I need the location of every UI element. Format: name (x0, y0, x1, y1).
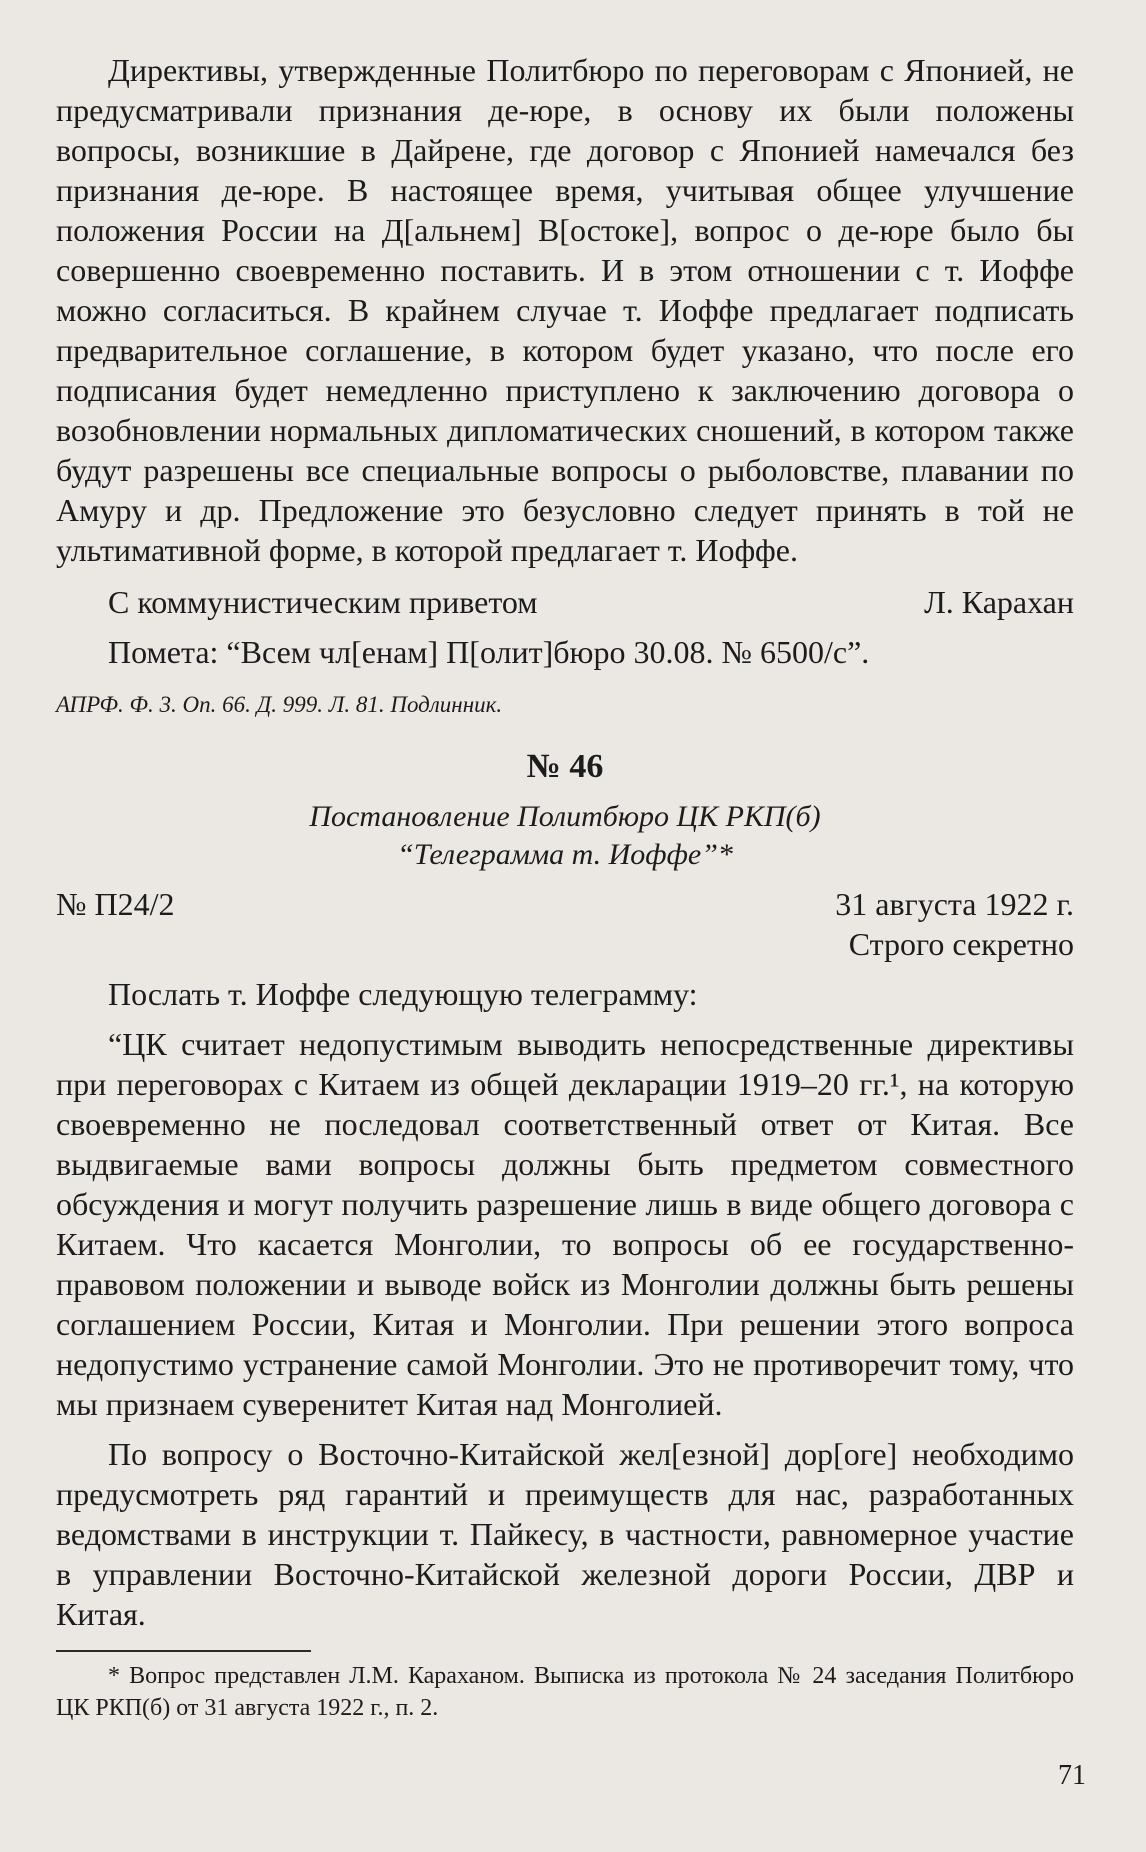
footnote-divider (56, 1650, 311, 1652)
footnote: * Вопрос представлен Л.М. Караханом. Выписка из протокола № 24 заседания Политбюро ЦК РКП(б) от 31 августа 1922 г., п. 2. (56, 1663, 1074, 1721)
telegram-paragraph-2: По вопросу о Восточно-Китайской жел[езной] дор[оге] необходимо предусмотреть ряд гарантий и преимуществ для нас, разработанных ведомствами в инструкции т. Пайкесу, в частности, равномерное участие в управлении Восточно-Китайской железной дороги России, ДВР и Китая. (56, 1436, 1074, 1632)
page-number: 71 (1058, 1760, 1086, 1791)
note-mark: Помета: “Всем чл[енам] П[олит]бюро 30.08. № 6500/с”. (108, 634, 870, 670)
protocol-number: № П24/2 (56, 886, 175, 922)
resolution-paragraph: Послать т. Иоффе следующую телеграмму: (108, 976, 698, 1012)
telegram-paragraph-1: “ЦК считает недопустимым выводить непосредственные директивы при переговорах с Китаем из общей декларации 1919–20 гг.¹, на которую своевременно не последовал соответственный ответ от Китая. Все выдвигаемые вами вопросы должны быть предметом совместного обсуждения и могут получить разрешение лишь в виде общего договора с Китаем. Что касается Монголии, то вопросы об ее государственно-правовом положении и выводе войск из Монголии должны быть решены соглашением России, Китая и Монголии. При решении этого вопроса недопустимо устранение самой Монголии. Это не противоречит тому, что мы признаем суверенитет Китая над Монголией. (56, 1026, 1074, 1422)
closing-line (56, 582, 1074, 622)
classification-label: Строго секретно (848, 926, 1074, 962)
document-number: № 46 (526, 748, 604, 785)
archive-reference: АПРФ. Ф. 3. Оп. 66. Д. 999. Л. 81. Подлинник. (56, 692, 503, 717)
document-meta-row (56, 884, 1074, 924)
signature: Л. Карахан (924, 584, 1074, 620)
document-title-line-1: Постановление Политбюро ЦК РКП(б) (309, 800, 821, 833)
document-date: 31 августа 1922 г. (835, 886, 1074, 922)
body-paragraph-top: Директивы, утвержденные Политбюро по переговорам с Японией, не предусматривали признания де-юре, в основу их были положены вопросы, возникшие в Дайрене, где договор с Японией намечался без признания де-юре. В настоящее время, учитывая общее улучшение положения России на Д[альнем] В[остоке], вопрос о де-юре было бы совершенно своевременно поставить. И в этом отношении с т. Иоффе можно согласиться. В крайнем случае т. Иоффе предлагает подписать предварительное соглашение, в котором будет указано, что после его подписания будет немедленно приступлено к заключению договора о возобновлении нормальных дипломатических сношений, в котором также будут разрешены все специальные вопросы о рыболовстве, плавании по Амуру и др. Предложение это безусловно следует принять в той не ультимативной форме, в которой предлагает т. Иоффе. (56, 52, 1074, 568)
salutation: С коммунистическим приветом (108, 584, 538, 620)
page-content (56, 50, 1074, 1748)
document-title-line-2: “Телеграмма т. Иоффе”* (397, 838, 733, 871)
